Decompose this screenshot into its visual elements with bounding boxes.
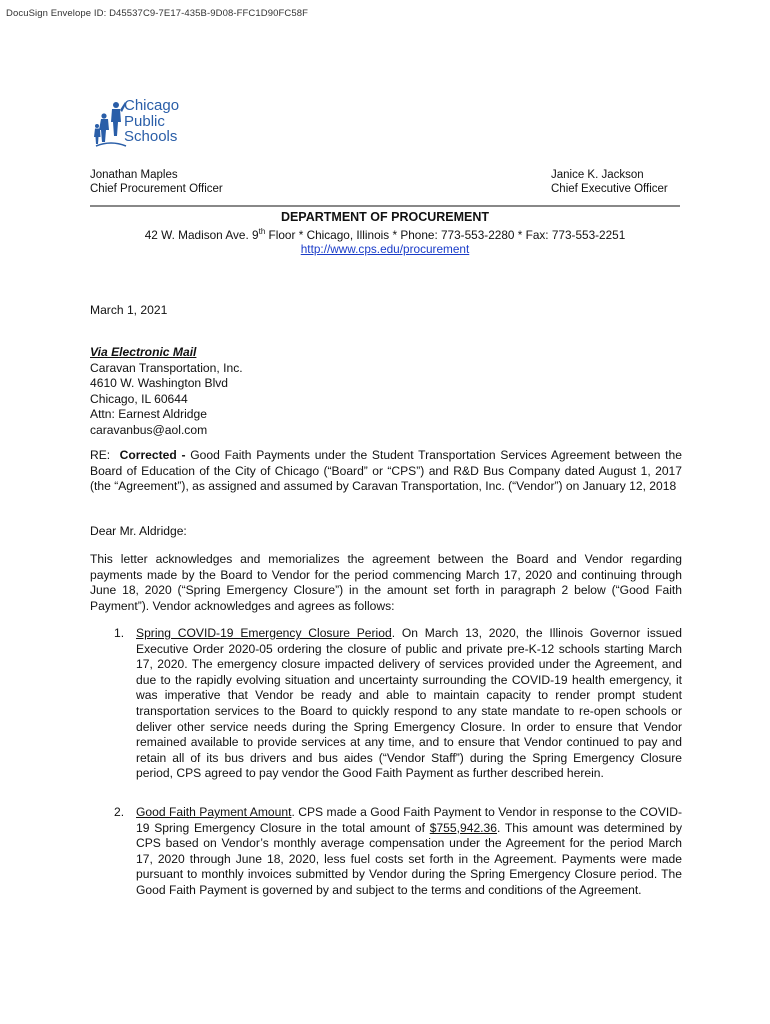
logo-line-2: Public (124, 112, 165, 130)
payment-amount: $755,942.36 (429, 820, 497, 835)
docusign-envelope-id: DocuSign Envelope ID: D45537C9-7E17-435B-9D08-FFC1D90FC58F (6, 8, 309, 19)
list-item-number: 1. (114, 626, 125, 640)
re-corrected: Corrected - (119, 448, 186, 462)
department-url (0, 242, 770, 256)
list-item-text: . CPS made a Good Faith Payment to Vendor in response to the COVID-19 Spring Emergency Closure in the total amount of (136, 805, 683, 835)
addressee-block (90, 345, 682, 439)
addressee-city: Chicago, IL 60644 (90, 391, 188, 406)
addressee-company: Caravan Transportation, Inc. (90, 360, 243, 375)
list-item (108, 626, 682, 782)
header-divider (90, 205, 680, 207)
re-subject-line (90, 448, 682, 495)
addressee-attention: Attn: Earnest Aldridge (90, 407, 207, 422)
address-part-2: Floor * Chicago, Illinois * Phone: 773-553-2280 * Fax: 773-553-2251 (265, 227, 626, 242)
procurement-officer-name: Jonathan Maples (90, 169, 178, 181)
re-text: Good Faith Payments under the Student Transportation Services Agreement between the Board of Education of the City of Chicago (“Board” or “CPS”) and R&D Bus Company dated August 1, 2017 (the “Agreement”), as assigned and assumed by Caravan Transportation, Inc. (“Vendor”) on January 12, 2018 (90, 448, 682, 494)
header-right-signatory (551, 168, 668, 196)
address-part-1: 42 W. Madison Ave. 9 (144, 227, 259, 242)
re-prefix: RE: (90, 448, 120, 462)
department-heading: DEPARTMENT OF PROCUREMENT (280, 210, 490, 224)
logo-line-3: Schools (124, 128, 178, 145)
intro-paragraph: This letter acknowledges and memorializes the agreement between the Board and Vendor regarding payments made by the Board to Vendor for the period commencing March 17, 2020 and continuing through June 18, 2020 (“Spring Emergency Closure”) in the amount set forth in paragraph 2 below (“Good Faith Payment”). Vendor acknowledges and agrees as follows: (90, 552, 682, 613)
header-left-signatory (90, 168, 223, 196)
department-address (0, 227, 770, 242)
ceo-title: Chief Executive Officer (551, 183, 668, 195)
salutation: Dear Mr. Aldridge: (90, 524, 187, 538)
list-item-number: 2. (114, 805, 125, 819)
cps-logo-figures-icon (94, 100, 128, 150)
ceo-name: Janice K. Jackson (551, 169, 644, 181)
list-item-heading: Spring COVID-19 Emergency Closure Period (136, 626, 392, 640)
list-item-text-cont: . This amount was determined by CPS based on Vendor’s monthly average compensation under the Agreement for the period March 17, 2020 through June 18, 2020, less fuel costs set forth in the Agreement. Payments were made pursuant to monthly invoices submitted by Vendor during the Spring Emergency Closure period. The Good Faith Payment is governed by and subject to the terms and conditions of the Agreement. (136, 820, 682, 897)
list-item-text: . On March 13, 2020, the Illinois Governor issued Executive Order 2020-05 ordering the closure of public and private pre-K-12 schools starting March 17, 2020. The emergency closure impacted delivery of services provided under the Agreement, and due to the rapidly evolving situation and uncertainty surrounding the COVID-19 health emergency, it was imperative that Vendor be ready and able to maintain capacity to render prompt student transportation services to the Board to quickly respond to any state mandate to re-open schools or deliver other service needs during the Spring Emergency Closure. In order to ensure that Vendor remained available to provide services at any time, and to ensure that Vendor continued to pay and retain all of its bus drivers and bus aides (“Vendor Staff”) during the Spring Emergency Closure period, CPS agreed to pay vendor the Good Faith Payment as further described herein. (136, 626, 682, 781)
procurement-link[interactable]: http://www.cps.edu/procurement (300, 242, 470, 256)
cps-logo (94, 98, 206, 154)
procurement-officer-title: Chief Procurement Officer (90, 183, 223, 195)
address-superscript: th (258, 227, 266, 236)
logo-line-1: Chicago (124, 97, 180, 114)
addressee-street: 4610 W. Washington Blvd (90, 376, 229, 391)
cps-logo-text (124, 98, 179, 145)
delivery-method: Via Electronic Mail (90, 345, 197, 359)
letter-date: March 1, 2021 (90, 303, 168, 317)
list-item (108, 805, 682, 899)
addressee-email: caravanbus@aol.com (90, 422, 208, 437)
list-item-heading: Good Faith Payment Amount (136, 805, 292, 819)
